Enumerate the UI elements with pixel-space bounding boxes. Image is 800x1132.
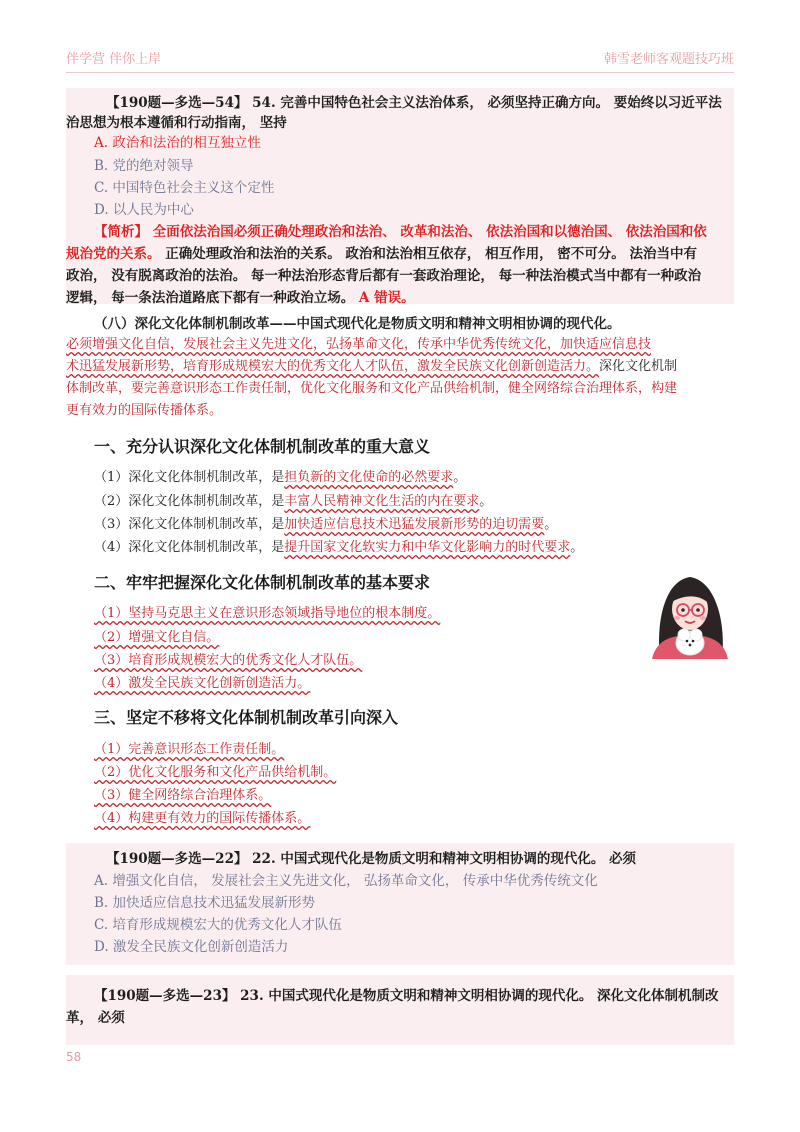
s2-item-4: （4）激发全民族文化创新创造活力。 <box>94 676 311 691</box>
section-8-para-line2-tail: 深化文化机制 <box>599 359 678 374</box>
s3-item-1: （1）完善意识形态工作责任制。 <box>94 742 285 757</box>
q22-option-c: C. 培育形成规模宏大的优秀文化人才队伍 <box>94 917 342 933</box>
q22-option-b: B. 加快适应信息技术迅猛发展新形势 <box>94 895 316 911</box>
q54-stem-line1: 【190题—多选—54】 54. 完善中国特色社会主义法治体系， 必须坚持正确方向。 要始终以习近平法 <box>106 95 722 111</box>
q54-analysis-line2: 正确处理政治和法治的关系。 政治和法治相互依存， 相互作用， 密不可分。 法治当中有 <box>160 246 697 262</box>
header-right-text: 韩雪老师客观题技巧班 <box>603 52 734 67</box>
q54-analysis-line2-red: 规治党的关系。 <box>66 246 161 262</box>
s1-item-3: （3）深化文化体制机制改革，是加快适应信息技术迅猛发展新形势的迫切需要。 <box>94 517 558 532</box>
q54-answer-verdict: A 错误。 <box>354 290 415 306</box>
section-8-para-line2: 术迅猛发展新形势，培育形成规模宏大的优秀文化人才队伍，激发全民族文化创新创造活力。 <box>66 359 600 374</box>
s3-item-3: （3）健全网络综合治理体系。 <box>94 788 272 803</box>
q23-stem-line1: 【190题—多选—23】 23. 中国式现代化是物质文明和精神文明相协调的现代化。 深化文化体制机制改 <box>94 988 719 1004</box>
s2-item-1: （1）坚持马克思主义在意识形态领域指导地位的根本制度。 <box>94 606 441 621</box>
header-left-text: 伴学营 伴你上岸 <box>66 52 162 67</box>
q54-option-b: B. 党的绝对领导 <box>94 158 194 174</box>
section-1-heading: 一、充分认识深化文化体制机制改革的重大意义 <box>94 437 431 456</box>
q54-stem-line2: 治思想为根本遵循和行动指南， 坚持 <box>66 115 287 131</box>
s1-item-1: （1）深化文化体制机制改革，是担负新的文化使命的必然要求。 <box>94 470 467 485</box>
section-8-para-line1: 必须增强文化自信，发展社会主义先进文化，弘扬革命文化，传承中华优秀传统文化，加快适应信息技 <box>66 337 652 352</box>
s1-item-2: （2）深化文化体制机制改革，是丰富人民精神文化生活的内在要求。 <box>94 494 493 509</box>
q22-option-d: D. 激发全民族文化创新创造活力 <box>94 939 289 955</box>
section-2-heading: 二、牢牢把握深化文化体制机制改革的基本要求 <box>94 573 431 592</box>
header-divider <box>66 72 734 73</box>
q54-analysis-line4: 逻辑， 每一条法治道路底下都有一种政治立场。 <box>66 290 355 306</box>
section-8-para-line3: 体制改革，要完善意识形态工作责任制，优化文化服务和文化产品供给机制，健全网络综合治理体系，构建 <box>66 381 678 396</box>
s3-item-2: （2）优化文化服务和文化产品供给机制。 <box>94 765 337 780</box>
section-3-heading: 三、坚定不移将文化体制机制改革引向深入 <box>94 708 399 727</box>
s3-item-4: （4）构建更有效力的国际传播体系。 <box>94 811 311 826</box>
q54-option-d: D. 以人民为中心 <box>94 202 194 218</box>
section-8-para-line4: 更有效力的国际传播体系。 <box>66 403 223 418</box>
q54-analysis-line3: 政治， 没有脱离政治的法治。 每一种法治形态背后都有一套政治理论， 每一种法治模式当中都有一种政治 <box>66 268 702 284</box>
section-8-title: （八）深化文化体制机制改革——中国式现代化是物质文明和精神文明相协调的现代化。 <box>94 316 621 332</box>
s2-item-2: （2）增强文化自信。 <box>94 630 220 645</box>
s2-item-3: （3）培育形成规模宏大的优秀文化人才队伍。 <box>94 653 363 668</box>
q54-option-c: C. 中国特色社会主义这个定性 <box>94 180 275 196</box>
page-number: 58 <box>66 1050 82 1064</box>
s1-item-4: （4）深化文化体制机制改革，是提升国家文化软实力和中华文化影响力的时代要求。 <box>94 540 584 555</box>
teacher-avatar-illustration <box>646 563 734 659</box>
q23-stem-line2: 革， 必须 <box>66 1010 125 1026</box>
q54-option-a: A. 政治和法治的相互独立性 <box>94 135 261 151</box>
q22-stem: 【190题—多选—22】 22. 中国式现代化是物质文明和精神文明相协调的现代化。 必须 <box>106 851 637 867</box>
q54-analysis-line1: 【简析】 全面依法治国必须正确处理政治和法治、 改革和法治、 依法治国和以德治国、 依法治国和依 <box>94 224 707 240</box>
q22-option-a: A. 增强文化自信， 发展社会主义先进文化， 弘扬革命文化， 传承中华优秀传统文化 <box>94 873 598 889</box>
